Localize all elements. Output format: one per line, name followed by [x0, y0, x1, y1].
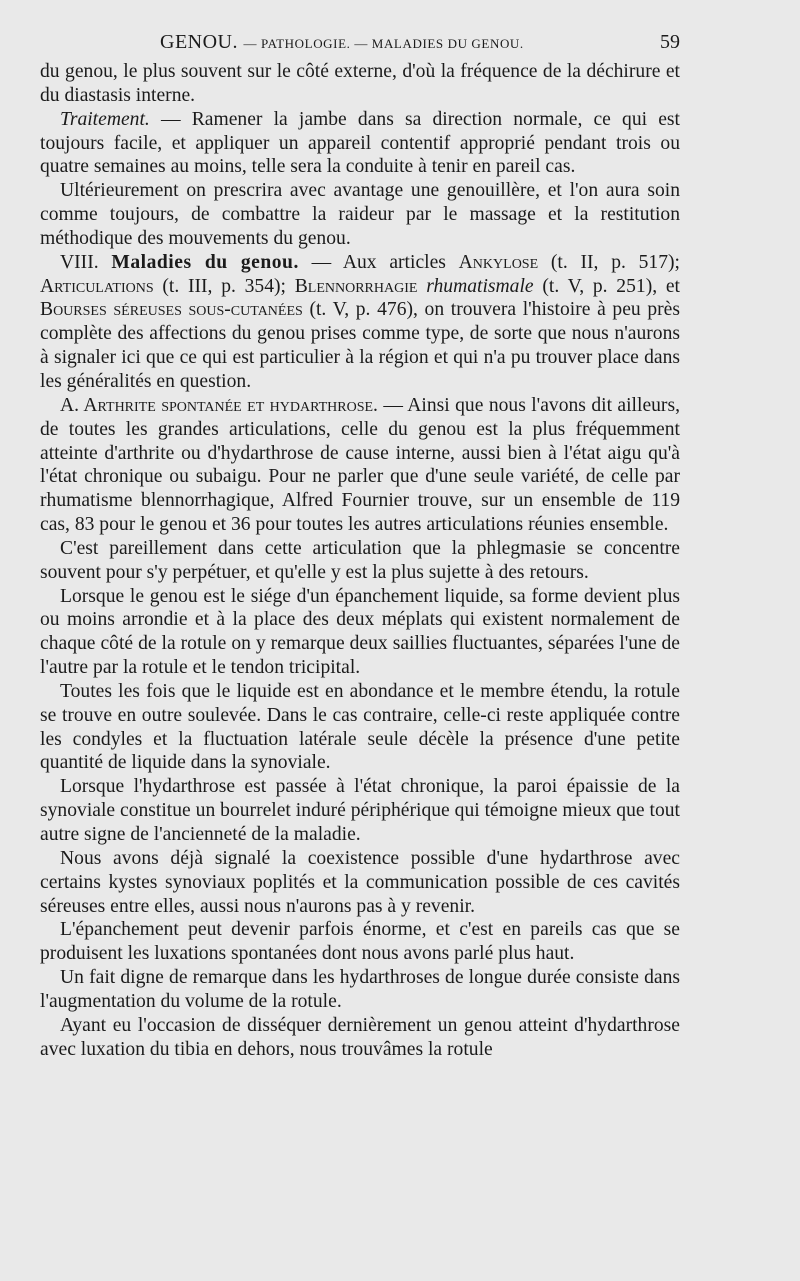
cross-reference: Blennorrhagie: [294, 275, 418, 297]
paragraph: C'est pareillement dans cette articulation que la phlegmasie se concentre souvent pour s'y perpétuer, et qu'elle y est la plus sujette à des retours.: [40, 537, 680, 583]
paragraph: Nous avons déjà signalé la coexistence possible d'une hydarthrose avec certains kystes synoviaux poplités et la communication possible de ces cavités séreuses entre elles, aussi nous n'aurons pas à y revenir.: [40, 847, 680, 917]
paragraph: Un fait digne de remarque dans les hydarthroses de longue durée consiste dans l'augmentation du volume de la rotule.: [40, 967, 680, 1012]
body-text: [40, 60, 680, 1061]
paragraph: L'épanchement peut devenir parfois énorme, et c'est en pareils cas que se produisent les luxations spontanées dont nous avons parlé plus haut.: [40, 919, 680, 965]
cross-reference: Articulations: [40, 275, 154, 297]
header-title: [160, 30, 524, 56]
paragraph: A. Arthrite spontanée et hydarthrose. — Ainsi que nous l'avons dit ailleurs, de toutes les grandes articulations, celle du genou est la plus fréquemment atteinte d'arthrite ou d'hydarthrose de cause interne, aussi bien à l'état aigu qu'à l'état chronique ou subaigu. Pour ne parler que d'une seule variété, de celle par rhumatisme blennorrhagique, Alfred Fournier trouve, sur un ensemble de 119 cas, 83 pour le genou et 36 pour toutes les autres articulations réunies ensemble.: [40, 394, 680, 536]
header-title-main: GENOU.: [160, 31, 238, 53]
paragraph: Traitement. — Ramener la jambe dans sa direction normale, ce qui est toujours facile, et appliquer un appareil contentif approprié pendant trois ou quatre semaines au moins, telle sera la conduite à tenir en pareil cas.: [40, 108, 680, 178]
header-title-section: — PATHOLOGIE. — MALADIES DU GENOU.: [243, 36, 524, 51]
paragraph: VIII. Maladies du genou. — Aux articles Ankylose (t. II, p. 517); Articulations (t. III, p. 354); Blennorrhagie rhumatismale (t. V, p. 251), et Bourses séreuses sous-cutanées (t. V, p. 476), on trouvera l'histoire à peu près complète des affections du genou prises comme type, de sorte que nous n'aurons à signaler ici que ce qui est particulier à la région et qui n'a pu trouver place dans les généralités en question.: [40, 251, 680, 392]
cross-reference: Ankylose: [458, 251, 539, 273]
paragraph: du genou, le plus souvent sur le côté externe, d'où la fréquence de la déchirure et du diastasis interne.: [40, 61, 680, 106]
paragraph-heading: Traitement.: [60, 108, 150, 130]
section-number: VIII.: [60, 251, 99, 273]
subsection-heading: A. Arthrite spontanée et hydarthrose.: [60, 394, 378, 416]
paragraph: Lorsque l'hydarthrose est passée à l'état chronique, la paroi épaissie de la synoviale constitue un bourrelet induré périphérique qui témoigne mieux que tout autre signe de l'ancienneté de la maladie.: [40, 776, 680, 845]
paragraph: Ultérieurement on prescrira avec avantage une genouillère, et l'on aura soin comme toujours, de combattre la raideur par le massage et la restitution méthodique des mouvements du genou.: [40, 180, 680, 249]
cross-reference: Bourses séreuses sous-cutanées: [40, 299, 303, 321]
page-number: 59: [660, 31, 680, 53]
running-header: [40, 30, 680, 54]
paragraph: Lorsque le genou est le siége d'un épanchement liquide, sa forme devient plus ou moins arrondie et à la place des deux méplats qui existent normalement de chaque côté de la rotule on y remarque deux saillies fluctuantes, séparées l'une de l'autre par la rotule et le tendon tricipital.: [40, 585, 680, 679]
section-title: Maladies du genou.: [111, 251, 299, 273]
paragraph: Ayant eu l'occasion de disséquer dernièrement un genou atteint d'hydarthrose avec luxation du tibia en dehors, nous trouvâmes la rotule: [40, 1014, 680, 1060]
cross-reference-qualifier: rhumatismale: [426, 275, 534, 297]
paragraph: Toutes les fois que le liquide est en abondance et le membre étendu, la rotule se trouve en outre soulevée. Dans le cas contraire, celle-ci reste appliquée contre les condyles et la fluctuation latérale seule décèle la présence d'une petite quantité de liquide dans la synoviale.: [40, 680, 680, 774]
